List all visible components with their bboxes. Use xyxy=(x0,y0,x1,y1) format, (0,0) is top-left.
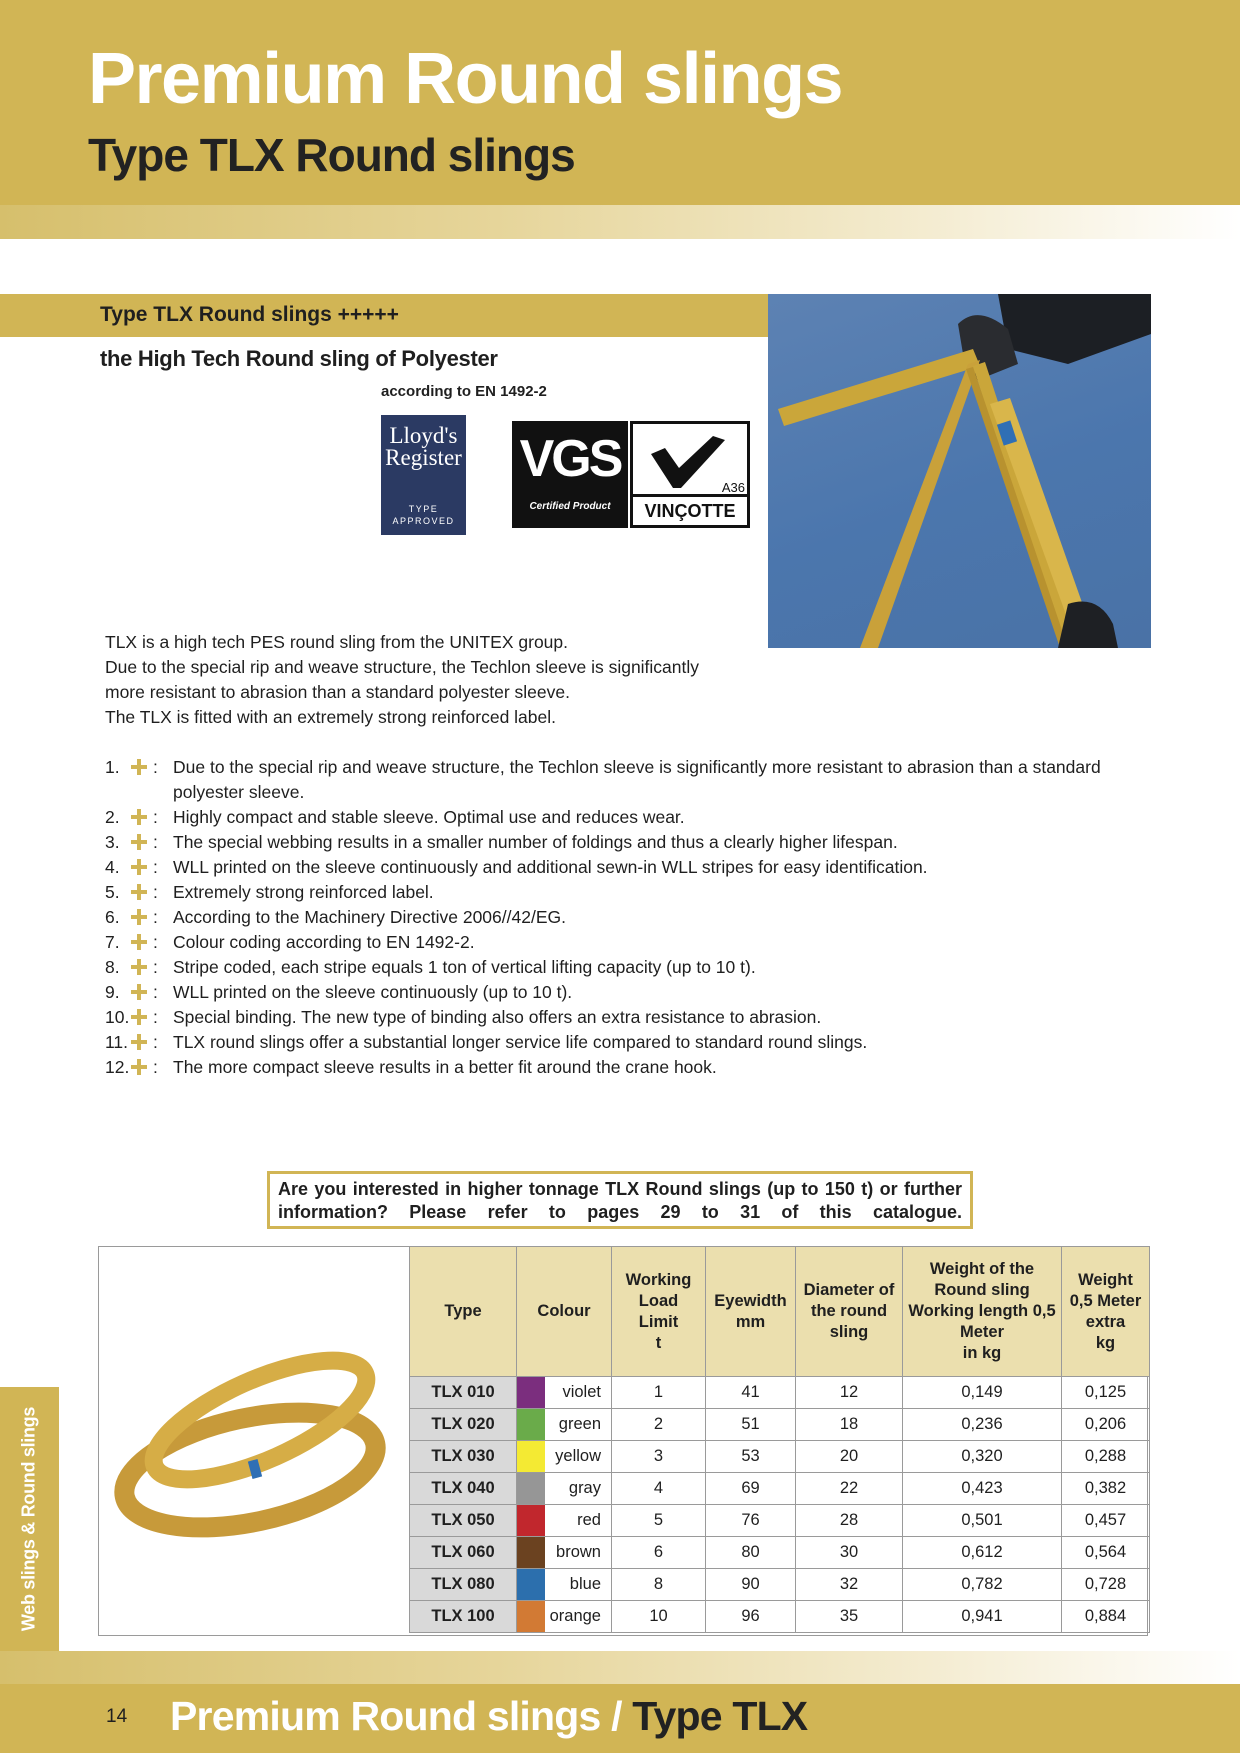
cell-extra-weight: 0,728 xyxy=(1062,1569,1150,1601)
product-photo-crane xyxy=(768,294,1151,648)
cell-wll: 2 xyxy=(612,1409,706,1441)
header-weight: Weight of the Round sling Working length 0,5 Meter in kg xyxy=(903,1247,1062,1377)
table-row xyxy=(410,1441,1150,1473)
header-extra-weight: Weight 0,5 Meter extra kg xyxy=(1062,1247,1150,1377)
feature-text: Special binding. The new type of binding also offers an extra resistance to abrasion. xyxy=(173,1007,822,1027)
feature-list xyxy=(105,755,1105,1080)
lloyds-register-logo xyxy=(381,415,466,535)
table-row xyxy=(410,1601,1150,1633)
intro-line: Due to the special rip and weave structure, the Techlon sleeve is significantly xyxy=(105,657,700,677)
page-number: 14 xyxy=(106,1706,128,1727)
vincotte-name: VINÇOTTE xyxy=(633,494,747,525)
cell-wll: 3 xyxy=(612,1441,706,1473)
cell-colour xyxy=(517,1569,612,1601)
cell-extra-weight: 0,884 xyxy=(1062,1601,1150,1633)
feature-item: 4. : WLL printed on the sleeve continuously and additional sewn-in WLL stripes for easy identification. xyxy=(105,855,1105,880)
feature-text: Extremely strong reinforced label. xyxy=(173,882,434,902)
cell-eyewidth: 80 xyxy=(706,1537,796,1569)
vgs-certified-logo xyxy=(512,421,628,528)
colour-name: orange xyxy=(549,1607,601,1625)
feature-number: 12. xyxy=(105,1057,130,1077)
plus-icon xyxy=(131,1059,147,1075)
feature-item: 5. : Extremely strong reinforced label. xyxy=(105,880,1105,905)
cell-eyewidth: 53 xyxy=(706,1441,796,1473)
plus-icon xyxy=(131,834,147,850)
feature-text: The more compact sleeve results in a better fit around the crane hook. xyxy=(173,1057,717,1077)
feature-item: 1. : Due to the special rip and weave structure, the Techlon sleeve is significantly more resistant to abrasion than a standard polyester sleeve. xyxy=(105,757,1101,802)
plus-icon xyxy=(131,1034,147,1050)
feature-number: 4. xyxy=(105,857,120,877)
intro-line: more resistant to abrasion than a standard polyester sleeve. xyxy=(105,682,570,702)
colour-swatch xyxy=(517,1537,545,1568)
feature-number: 2. xyxy=(105,807,120,827)
plus-icon xyxy=(131,934,147,950)
cell-extra-weight: 0,564 xyxy=(1062,1537,1150,1569)
cell-wll: 6 xyxy=(612,1537,706,1569)
cell-colour xyxy=(517,1601,612,1633)
page-title: Premium Round slings xyxy=(88,39,843,119)
feature-text: WLL printed on the sleeve continuously and additional sewn-in WLL stripes for easy identification. xyxy=(173,857,928,877)
table-row xyxy=(410,1569,1150,1601)
feature-item: 8. : Stripe coded, each stripe equals 1 ton of vertical lifting capacity (up to 10 t). xyxy=(105,955,1105,980)
round-sling-photo xyxy=(110,1320,395,1570)
lloyds-logo-sub1: TYPE xyxy=(408,504,439,514)
colour-name: yellow xyxy=(555,1447,601,1465)
cell-eyewidth: 90 xyxy=(706,1569,796,1601)
header-eyewidth: Eyewidth mm xyxy=(706,1247,796,1377)
colour-swatch xyxy=(517,1377,545,1408)
cell-weight: 0,149 xyxy=(903,1377,1062,1409)
table-header-row xyxy=(410,1247,1150,1377)
footer-title-type: Type TLX xyxy=(632,1693,808,1739)
plus-icon xyxy=(131,809,147,825)
cell-colour xyxy=(517,1537,612,1569)
footer-title-main: Premium Round slings / xyxy=(170,1693,622,1739)
footer-gradient xyxy=(0,1651,1240,1684)
cell-type: TLX 080 xyxy=(410,1569,517,1601)
feature-number: 7. xyxy=(105,932,120,952)
page-subtitle: Type TLX Round slings xyxy=(88,129,575,181)
cell-colour xyxy=(517,1441,612,1473)
feature-text: According to the Machinery Directive 2006//42/EG. xyxy=(173,907,566,927)
colour-swatch xyxy=(517,1473,545,1504)
feature-text: WLL printed on the sleeve continuously (up to 10 t). xyxy=(173,982,573,1002)
feature-item: 9. : WLL printed on the sleeve continuously (up to 10 t). xyxy=(105,980,1105,1005)
cell-type: TLX 020 xyxy=(410,1409,517,1441)
checkmark-icon xyxy=(647,434,727,489)
colour-swatch xyxy=(517,1441,545,1472)
cell-colour xyxy=(517,1409,612,1441)
cell-weight: 0,423 xyxy=(903,1473,1062,1505)
feature-text: TLX round slings offer a substantial longer service life compared to standard round slings. xyxy=(173,1032,868,1052)
feature-text: Highly compact and stable sleeve. Optimal use and reduces wear. xyxy=(173,807,685,827)
table-row xyxy=(410,1377,1150,1409)
table-row xyxy=(410,1537,1150,1569)
table-row xyxy=(410,1505,1150,1537)
colour-swatch xyxy=(517,1505,545,1536)
feature-number: 6. xyxy=(105,907,120,927)
feature-item: 6. : According to the Machinery Directive 2006//42/EG. xyxy=(105,905,1105,930)
feature-item: 10. : Special binding. The new type of binding also offers an extra resistance to abrasion. xyxy=(105,1005,1105,1030)
cell-extra-weight: 0,288 xyxy=(1062,1441,1150,1473)
feature-number: 9. xyxy=(105,982,120,1002)
feature-number: 10. xyxy=(105,1007,130,1027)
cell-extra-weight: 0,125 xyxy=(1062,1377,1150,1409)
table-row xyxy=(410,1409,1150,1441)
cell-weight: 0,941 xyxy=(903,1601,1062,1633)
feature-item: 12. : The more compact sleeve results in a better fit around the crane hook. xyxy=(105,1055,1105,1080)
cell-diameter: 22 xyxy=(796,1473,903,1505)
spec-table xyxy=(409,1246,1150,1633)
feature-item: 11. : TLX round slings offer a substantial longer service life compared to standard round slings. xyxy=(105,1030,1105,1055)
cell-eyewidth: 76 xyxy=(706,1505,796,1537)
plus-icon xyxy=(131,859,147,875)
cell-colour xyxy=(517,1377,612,1409)
intro-paragraph xyxy=(105,630,755,730)
feature-text: Stripe coded, each stripe equals 1 ton of vertical lifting capacity (up to 10 t). xyxy=(173,957,756,977)
intro-line: The TLX is fitted with an extremely strong reinforced label. xyxy=(105,707,557,727)
feature-item: 7. : Colour coding according to EN 1492-2. xyxy=(105,930,1105,955)
cell-weight: 0,320 xyxy=(903,1441,1062,1473)
colour-swatch xyxy=(517,1409,545,1440)
colour-name: brown xyxy=(556,1543,601,1561)
colour-name: blue xyxy=(569,1575,601,1593)
cell-weight: 0,236 xyxy=(903,1409,1062,1441)
cell-type: TLX 030 xyxy=(410,1441,517,1473)
cell-extra-weight: 0,457 xyxy=(1062,1505,1150,1537)
cell-eyewidth: 96 xyxy=(706,1601,796,1633)
cell-wll: 8 xyxy=(612,1569,706,1601)
cell-wll: 5 xyxy=(612,1505,706,1537)
cell-type: TLX 040 xyxy=(410,1473,517,1505)
product-tagline: the High Tech Round sling of Polyester xyxy=(100,346,498,371)
feature-number: 8. xyxy=(105,957,120,977)
cell-extra-weight: 0,382 xyxy=(1062,1473,1150,1505)
vgs-logo-mark: VGS xyxy=(519,430,621,488)
header-gradient xyxy=(0,205,1240,239)
plus-icon xyxy=(131,959,147,975)
cell-diameter: 30 xyxy=(796,1537,903,1569)
feature-number: 5. xyxy=(105,882,120,902)
norm-reference: according to EN 1492-2 xyxy=(381,383,547,400)
feature-number: 1. xyxy=(105,757,120,777)
plus-icon xyxy=(131,759,147,775)
notice-box: Are you interested in higher tonnage TLX Round slings (up to 150 t) or further information? Please refer to pages 29 to 31 of this catalogue. xyxy=(267,1171,973,1229)
cell-type: TLX 060 xyxy=(410,1537,517,1569)
cell-weight: 0,501 xyxy=(903,1505,1062,1537)
cell-diameter: 20 xyxy=(796,1441,903,1473)
header-wll: Working Load Limit t xyxy=(612,1247,706,1377)
cell-colour xyxy=(517,1473,612,1505)
cell-colour xyxy=(517,1505,612,1537)
cell-diameter: 28 xyxy=(796,1505,903,1537)
cell-diameter: 12 xyxy=(796,1377,903,1409)
section-bar-label: Type TLX Round slings +++++ xyxy=(100,303,399,326)
cell-weight: 0,782 xyxy=(903,1569,1062,1601)
feature-text: Due to the special rip and weave structure, the Techlon sleeve is significantly more resistant to abrasion than a standard polyester sleeve. xyxy=(173,757,1101,802)
cell-weight: 0,612 xyxy=(903,1537,1062,1569)
side-tab-label: Web slings & Round slings xyxy=(18,1406,39,1632)
plus-icon xyxy=(131,909,147,925)
plus-icon xyxy=(131,884,147,900)
feature-number: 3. xyxy=(105,832,120,852)
intro-line: TLX is a high tech PES round sling from the UNITEX group. xyxy=(105,632,568,652)
cell-eyewidth: 69 xyxy=(706,1473,796,1505)
colour-name: gray xyxy=(568,1479,601,1497)
colour-swatch xyxy=(517,1601,545,1632)
feature-item: 3. : The special webbing results in a smaller number of foldings and thus a clearly higher lifespan. xyxy=(105,830,1105,855)
header-colour: Colour xyxy=(517,1247,612,1377)
feature-text: Colour coding according to EN 1492-2. xyxy=(173,932,475,952)
table-row xyxy=(410,1473,1150,1505)
cell-eyewidth: 41 xyxy=(706,1377,796,1409)
lloyds-logo-line1: Lloyd's xyxy=(389,423,458,448)
vgs-logo-caption: Certified Product xyxy=(529,501,611,512)
vincotte-logo xyxy=(630,421,750,528)
cell-type: TLX 050 xyxy=(410,1505,517,1537)
plus-icon xyxy=(131,984,147,1000)
header-type: Type xyxy=(410,1247,517,1377)
lloyds-logo-sub2: APPROVED xyxy=(392,516,455,526)
cell-wll: 1 xyxy=(612,1377,706,1409)
cell-diameter: 32 xyxy=(796,1569,903,1601)
lloyds-logo-line2: Register xyxy=(385,445,462,470)
cell-type: TLX 010 xyxy=(410,1377,517,1409)
cell-wll: 4 xyxy=(612,1473,706,1505)
cell-eyewidth: 51 xyxy=(706,1409,796,1441)
colour-name: green xyxy=(558,1415,601,1433)
footer-title xyxy=(170,1693,807,1740)
cell-diameter: 18 xyxy=(796,1409,903,1441)
vincotte-code: A36 xyxy=(721,480,745,495)
feature-number: 11. xyxy=(105,1032,129,1052)
feature-item: 2. : Highly compact and stable sleeve. Optimal use and reduces wear. xyxy=(105,805,1105,830)
plus-icon xyxy=(131,1009,147,1025)
cell-diameter: 35 xyxy=(796,1601,903,1633)
header-diameter: Diameter of the round sling xyxy=(796,1247,903,1377)
cell-extra-weight: 0,206 xyxy=(1062,1409,1150,1441)
feature-text: The special webbing results in a smaller number of foldings and thus a clearly higher lifespan. xyxy=(173,832,898,852)
cell-type: TLX 100 xyxy=(410,1601,517,1633)
cell-wll: 10 xyxy=(612,1601,706,1633)
colour-name: violet xyxy=(562,1383,601,1401)
colour-name: red xyxy=(577,1511,601,1529)
colour-swatch xyxy=(517,1569,545,1600)
